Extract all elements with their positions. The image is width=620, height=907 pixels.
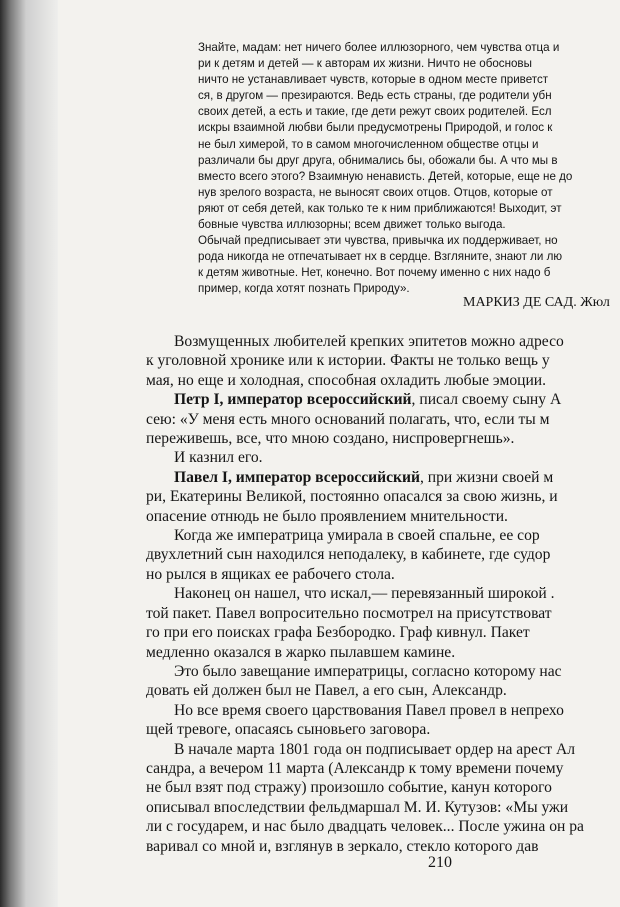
epigraph-line: рода никогда не отпечатывает нх в сердце. Взгляните, знают ли лю: [198, 250, 563, 264]
text-line: ри, Екатерины Великой, постоянно опасался за свою жизнь, и: [146, 488, 558, 506]
text-line: [146, 468, 620, 487]
epigraph-line: не был химерой, то в самом многочисленном обществе отцы и: [198, 137, 539, 151]
text-line: Наконец он нашел, что искал,— перевязанный широкой .: [174, 585, 555, 603]
epigraph-line: ряют от себя детей, как только те к ним приближаются! Выходит, эт: [198, 201, 562, 215]
epigraph-line: Обычай предписывает эти чувства, привычка их поддерживает, но: [198, 234, 558, 248]
epigraph-line: к детям животные. Нет, конечно. Вот почему именно с них надо б: [198, 266, 551, 280]
text-line: довать ей должен был не Павел, а его сын, Александр.: [146, 682, 507, 700]
text-fragment: , при жизни своей м: [419, 468, 554, 486]
epigraph-line: нув зрелого возраста, не выносят своих отцов. Отцов, которые от: [198, 185, 553, 199]
bold-name-peter: Петр I, император всероссийский: [174, 391, 412, 409]
text-line: двухлетний сын находился неподалеку, в кабинете, где судор: [146, 546, 551, 564]
text-line: сандра, а вечером 11 марта (Александр к тому времени почему: [146, 759, 564, 777]
text-line: медленно оказался в жарко пылавшем камине.: [146, 643, 456, 661]
epigraph-line: ничто не устанавливает чувств, которые в одном месте приветст: [198, 73, 549, 87]
epigraph: [198, 40, 620, 298]
text-line: го при его поисках графа Безбородко. Граф кивнул. Пакет: [146, 624, 530, 642]
text-line: Когда же императрица умирала в своей спальне, ее сор: [174, 527, 540, 545]
epigraph-line: своих детей, а есть и такие, где дети режут своих родителей. Есл: [198, 105, 552, 119]
text-line: В начале марта 1801 года он подписывает ордер на арест Ал: [174, 740, 576, 758]
epigraph-line: искры взаимной любви были предусмотрены Природой, и голос к: [198, 121, 553, 135]
text-line: Возмущенных любителей крепких эпитетов можно адресо: [174, 333, 564, 350]
text-line: переживешь, все, что мною создано, ниспровергнешь».: [146, 430, 515, 448]
page-number: 210: [428, 854, 452, 871]
book-page: [58, 0, 620, 907]
epigraph-line: различали бы друг друга, обнимались бы, обожали бы. А что мы в: [198, 153, 558, 167]
text-line: [146, 390, 620, 409]
text-line: Это было завещание императрицы, согласно которому нас: [174, 662, 562, 680]
bold-name-paul: Павел I, император всероссийский: [174, 468, 420, 486]
book-spine-shadow: [0, 0, 58, 907]
text-line: Но все время своего царствования Павел провел в непрехо: [174, 701, 564, 719]
epigraph-line: ри к детям и детей — к авторам их жизни. Ничто не обосновы: [198, 57, 532, 71]
text-fragment: , писал своему сыну А: [411, 391, 562, 409]
epigraph-line: Знайте, мадам: нет ничего более иллюзорного, чем чувства отца и: [198, 41, 560, 54]
text-line: сею: «У меня есть много оснований полагать, что, если ты м: [146, 410, 550, 428]
text-line: описывал впоследствии фельдмаршал М. И. Кутузов: «Мы ужи: [146, 798, 569, 816]
text-line: опасение отнюдь не было проявлением мнительности.: [146, 507, 508, 525]
text-line: но рылся в ящиках ее рабочего стола.: [146, 565, 395, 583]
text-line: той пакет. Павел вопросительно посмотрел на присутствоват: [146, 604, 552, 622]
epigraph-attribution: МАРКИЗ ДЕ САД. Жюл: [463, 295, 610, 310]
epigraph-line: ся, в другом — презираются. Ведь есть страны, где родители убн: [198, 89, 552, 103]
text-line: мая, но еще и холодная, способная охладить любые эмоции.: [146, 371, 547, 389]
text-line: варивал со мной и, взглянув в зеркало, стекло которого дав: [146, 837, 539, 855]
text-line: не был взят под стражу) произошло событие, канун которого: [146, 779, 552, 797]
text-line: к уголовной хронике или к истории. Факты не только вещь у: [146, 352, 550, 370]
body-text: [146, 332, 620, 856]
epigraph-line: бовные чувства иллюзорны; всем движет только выгода.: [198, 218, 506, 232]
epigraph-line: пример, когда хотят познать Природу».: [198, 282, 410, 296]
text-line: ли с государем, и нас было двадцать человек... После ужина он ра: [146, 818, 584, 836]
epigraph-line: вместо всего этого? Взаимную ненависть. Детей, которые, еще не до: [198, 169, 573, 183]
text-line: И казнил его.: [174, 449, 263, 467]
text-line: щей тревоге, опасаясь сыновьего заговора.: [146, 721, 431, 739]
